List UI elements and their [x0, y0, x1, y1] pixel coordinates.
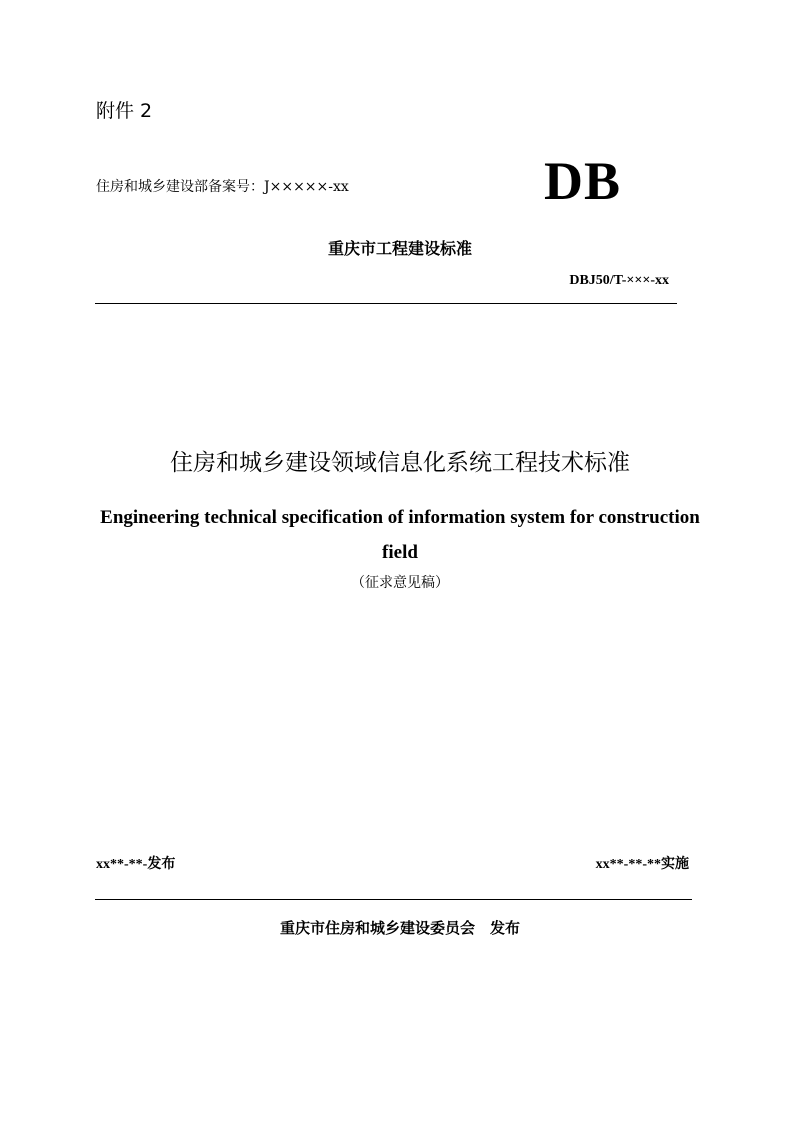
- bottom-divider: [95, 899, 692, 900]
- title-chinese: 住房和城乡建设领域信息化系统工程技术标准: [170, 450, 630, 476]
- issuer: 重庆市住房和城乡建设委员会 发布: [279, 919, 520, 937]
- effective-date: xx**-**-**实施: [595, 857, 689, 872]
- standard-type: 重庆市工程建设标准: [327, 239, 472, 258]
- publish-date: xx**-**-发布: [96, 857, 176, 872]
- db-mark: DB: [544, 151, 622, 211]
- draft-note: （征求意见稿）: [351, 575, 449, 591]
- filing-number: 住房和城乡建设部备案号：J×××××-xx: [96, 179, 349, 195]
- attachment-label: 附件 2: [96, 100, 153, 122]
- standard-code: DBJ50/T-×××-xx: [569, 273, 669, 288]
- title-english: Engineering technical specification of information system for construction field: [100, 507, 700, 563]
- top-divider: [95, 303, 677, 304]
